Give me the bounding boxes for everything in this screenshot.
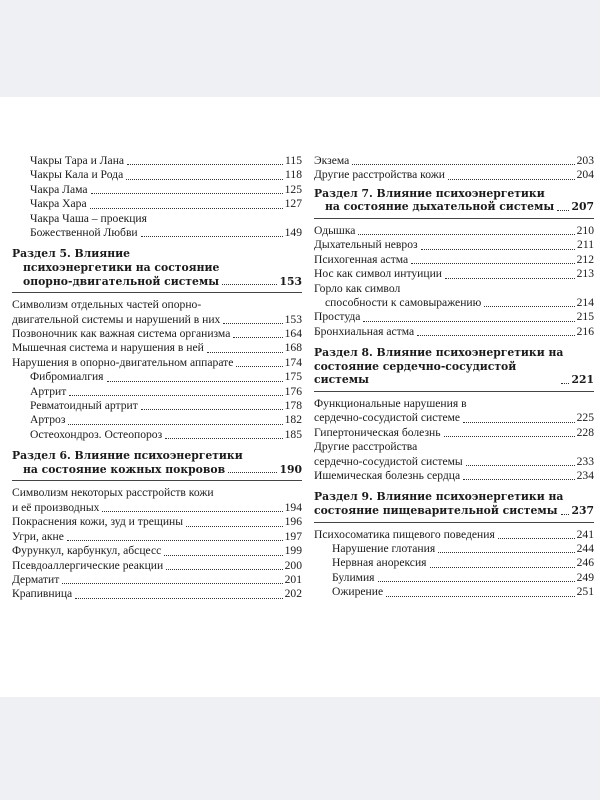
toc-entry: Угри, акне 197 <box>12 529 302 543</box>
section-divider <box>12 292 302 293</box>
toc-subentry: Артрит 176 <box>30 384 302 398</box>
toc-entry: Экзема 203 <box>314 154 594 167</box>
toc-page <box>0 97 600 697</box>
section-9-subentries <box>314 542 594 600</box>
toc-entry: Психосоматика пищевого поведения 241 <box>314 527 594 541</box>
section-8-heading: Раздел 8. Влияние психоэнергетики на состояние сердечно-сосудистой системы 221 <box>314 346 594 387</box>
toc-entry: Мышечная система и нарушения в ней 168 <box>12 341 302 355</box>
toc-entry: Простуда 215 <box>314 310 594 324</box>
toc-entry: Ишемическая болезнь сердца 234 <box>314 469 594 483</box>
toc-entry: Другие расстройства сердечно-сосудистой системы 233 <box>314 440 594 468</box>
toc-entry: Чакра Хара 127 <box>30 197 302 211</box>
toc-entry: Позвоночник как важная система организма 164 <box>12 327 302 341</box>
section-6-heading: Раздел 6. Влияние психоэнергетики на состояние кожных покровов 190 <box>12 449 302 476</box>
toc-entry: Чакры Кала и Рода 118 <box>30 168 302 182</box>
toc-subentry: Булимия 249 <box>332 570 594 584</box>
toc-entry: Покраснения кожи, зуд и трещины 196 <box>12 515 302 529</box>
section-divider <box>314 391 594 392</box>
section-5-subentries <box>12 370 302 442</box>
section-5-heading: Раздел 5. Влияние психоэнергетики на состояние опорно-двигательной системы 153 <box>12 247 302 288</box>
toc-entry: Чакра Лама 125 <box>30 182 302 196</box>
toc-subentry: Нарушение глотания 244 <box>332 542 594 556</box>
section-divider <box>12 480 302 481</box>
toc-entry: Символизм некоторых расстройств кожи и её производных 194 <box>12 486 302 514</box>
section-divider <box>314 218 594 219</box>
toc-entry: Чакры Тара и Лана 115 <box>30 154 302 167</box>
toc-entry: Дыхательный невроз 211 <box>314 238 594 252</box>
toc-entry: Психогенная астма 212 <box>314 252 594 266</box>
toc-entry: Горло как символ способности к самовыражению 214 <box>314 281 594 310</box>
toc-entry: Крапивница 202 <box>12 587 302 601</box>
toc-subentry: Остеохондроз. Остеопороз 185 <box>30 427 302 441</box>
toc-entry: Бронхиальная астма 216 <box>314 324 594 338</box>
toc-entry: Символизм отдельных частей опорно- двигательной системы и нарушений в них 153 <box>12 298 302 326</box>
toc-entry: Фурункул, карбункул, абсцесс 199 <box>12 544 302 558</box>
toc-entry: Нарушения в опорно-двигательном аппарате 174 <box>12 355 302 369</box>
toc-subentry: Ревматоидный артрит 178 <box>30 399 302 413</box>
toc-subentry: Нервная анорексия 246 <box>332 556 594 570</box>
toc-subentry: Ожирение 251 <box>332 585 594 599</box>
toc-entry: Чакра Чаша – проекция Божественной Любви 149 <box>30 211 302 240</box>
toc-entry: Одышка 210 <box>314 224 594 237</box>
section-divider <box>314 522 594 523</box>
toc-entry: Дерматит 201 <box>12 572 302 586</box>
toc-subentry: Артроз 182 <box>30 413 302 427</box>
toc-right-column <box>314 154 594 600</box>
toc-entry: Другие расстройства кожи 204 <box>314 168 594 182</box>
section-7-heading: Раздел 7. Влияние психоэнергетики на состояние дыхательной системы 207 <box>314 186 594 214</box>
toc-entry: Гипертоническая болезнь 228 <box>314 425 594 439</box>
toc-left-column <box>12 154 302 602</box>
chakras-group <box>12 154 302 240</box>
toc-entry: Псевдоаллергические реакции 200 <box>12 558 302 572</box>
toc-subentry: Фибромиалгия 175 <box>30 370 302 384</box>
toc-entry: Нос как символ интуиции 213 <box>314 267 594 281</box>
toc-entry: Функциональные нарушения в сердечно-сосудистой системе 225 <box>314 397 594 425</box>
section-9-heading: Раздел 9. Влияние психоэнергетики на состояние пищеварительной системы 237 <box>314 490 594 518</box>
